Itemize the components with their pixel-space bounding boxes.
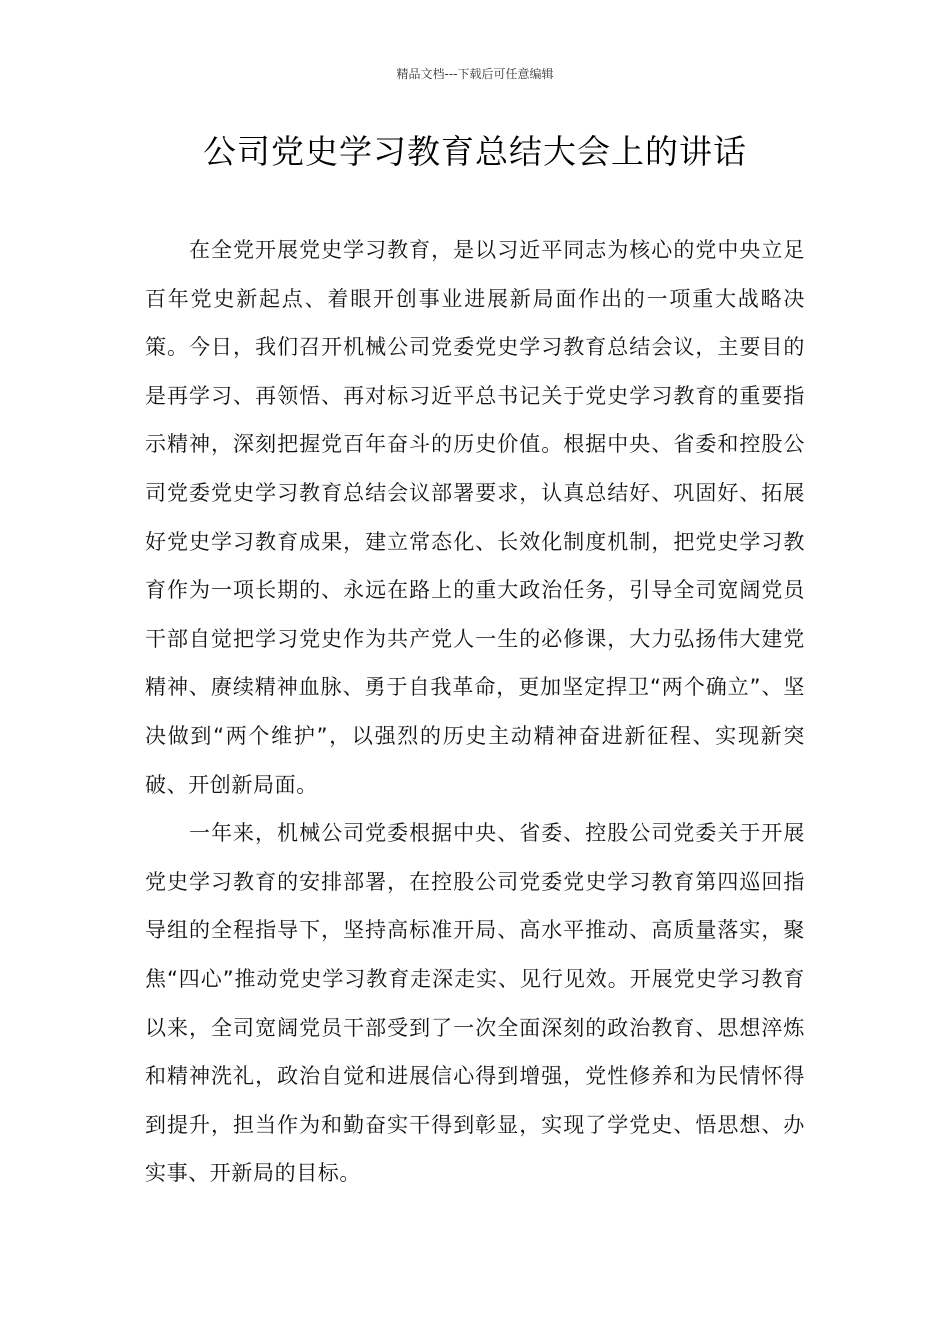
- document-title: 公司党史学习教育总结大会上的讲话: [203, 132, 747, 171]
- document-body: [145, 226, 805, 1198]
- header-note: 精品文档---下载后可任意编辑: [396, 67, 554, 81]
- paragraph-1: 在全党开展党史学习教育，是以习近平同志为核心的党中央立足百年党史新起点、着眼开创事业进展新局面作出的一项重大战略决策。今日，我们召开机械公司党委党史学习教育总结会议，主要目的是再学习、再领悟、再对标习近平总书记关于党史学习教育的重要指示精神，深刻把握党百年奋斗的历史价值。根据中央、省委和控股公司党委党史学习教育总结会议部署要求，认真总结好、巩固好、拓展好党史学习教育成果，建立常态化、长效化制度机制，把党史学习教育作为一项长期的、永远在路上的重大政治任务，引导全司宽阔党员干部自觉把学习党史作为共产党人一生的必修课，大力弘扬伟大建党精神、赓续精神血脉、勇于自我革命，更加坚定捍卫“两个确立”、坚决做到“两个维护”，以强烈的历史主动精神奋进新征程、实现新突破、开创新局面。: [145, 238, 805, 797]
- paragraph-2: 一年来，机械公司党委根据中央、省委、控股公司党委关于开展党史学习教育的安排部署，在控股公司党委党史学习教育第四巡回指导组的全程指导下，坚持高标准开局、高水平推动、高质量落实，聚焦“四心”推动党史学习教育走深走实、见行见效。开展党史学习教育以来，全司宽阔党员干部受到了一次全面深刻的政治教育、思想淬炼和精神洗礼，政治自觉和进展信心得到增强，党性修养和为民情怀得到提升，担当作为和勤奋实干得到彰显，实现了学党史、悟思想、办实事、开新局的目标。: [145, 821, 805, 1186]
